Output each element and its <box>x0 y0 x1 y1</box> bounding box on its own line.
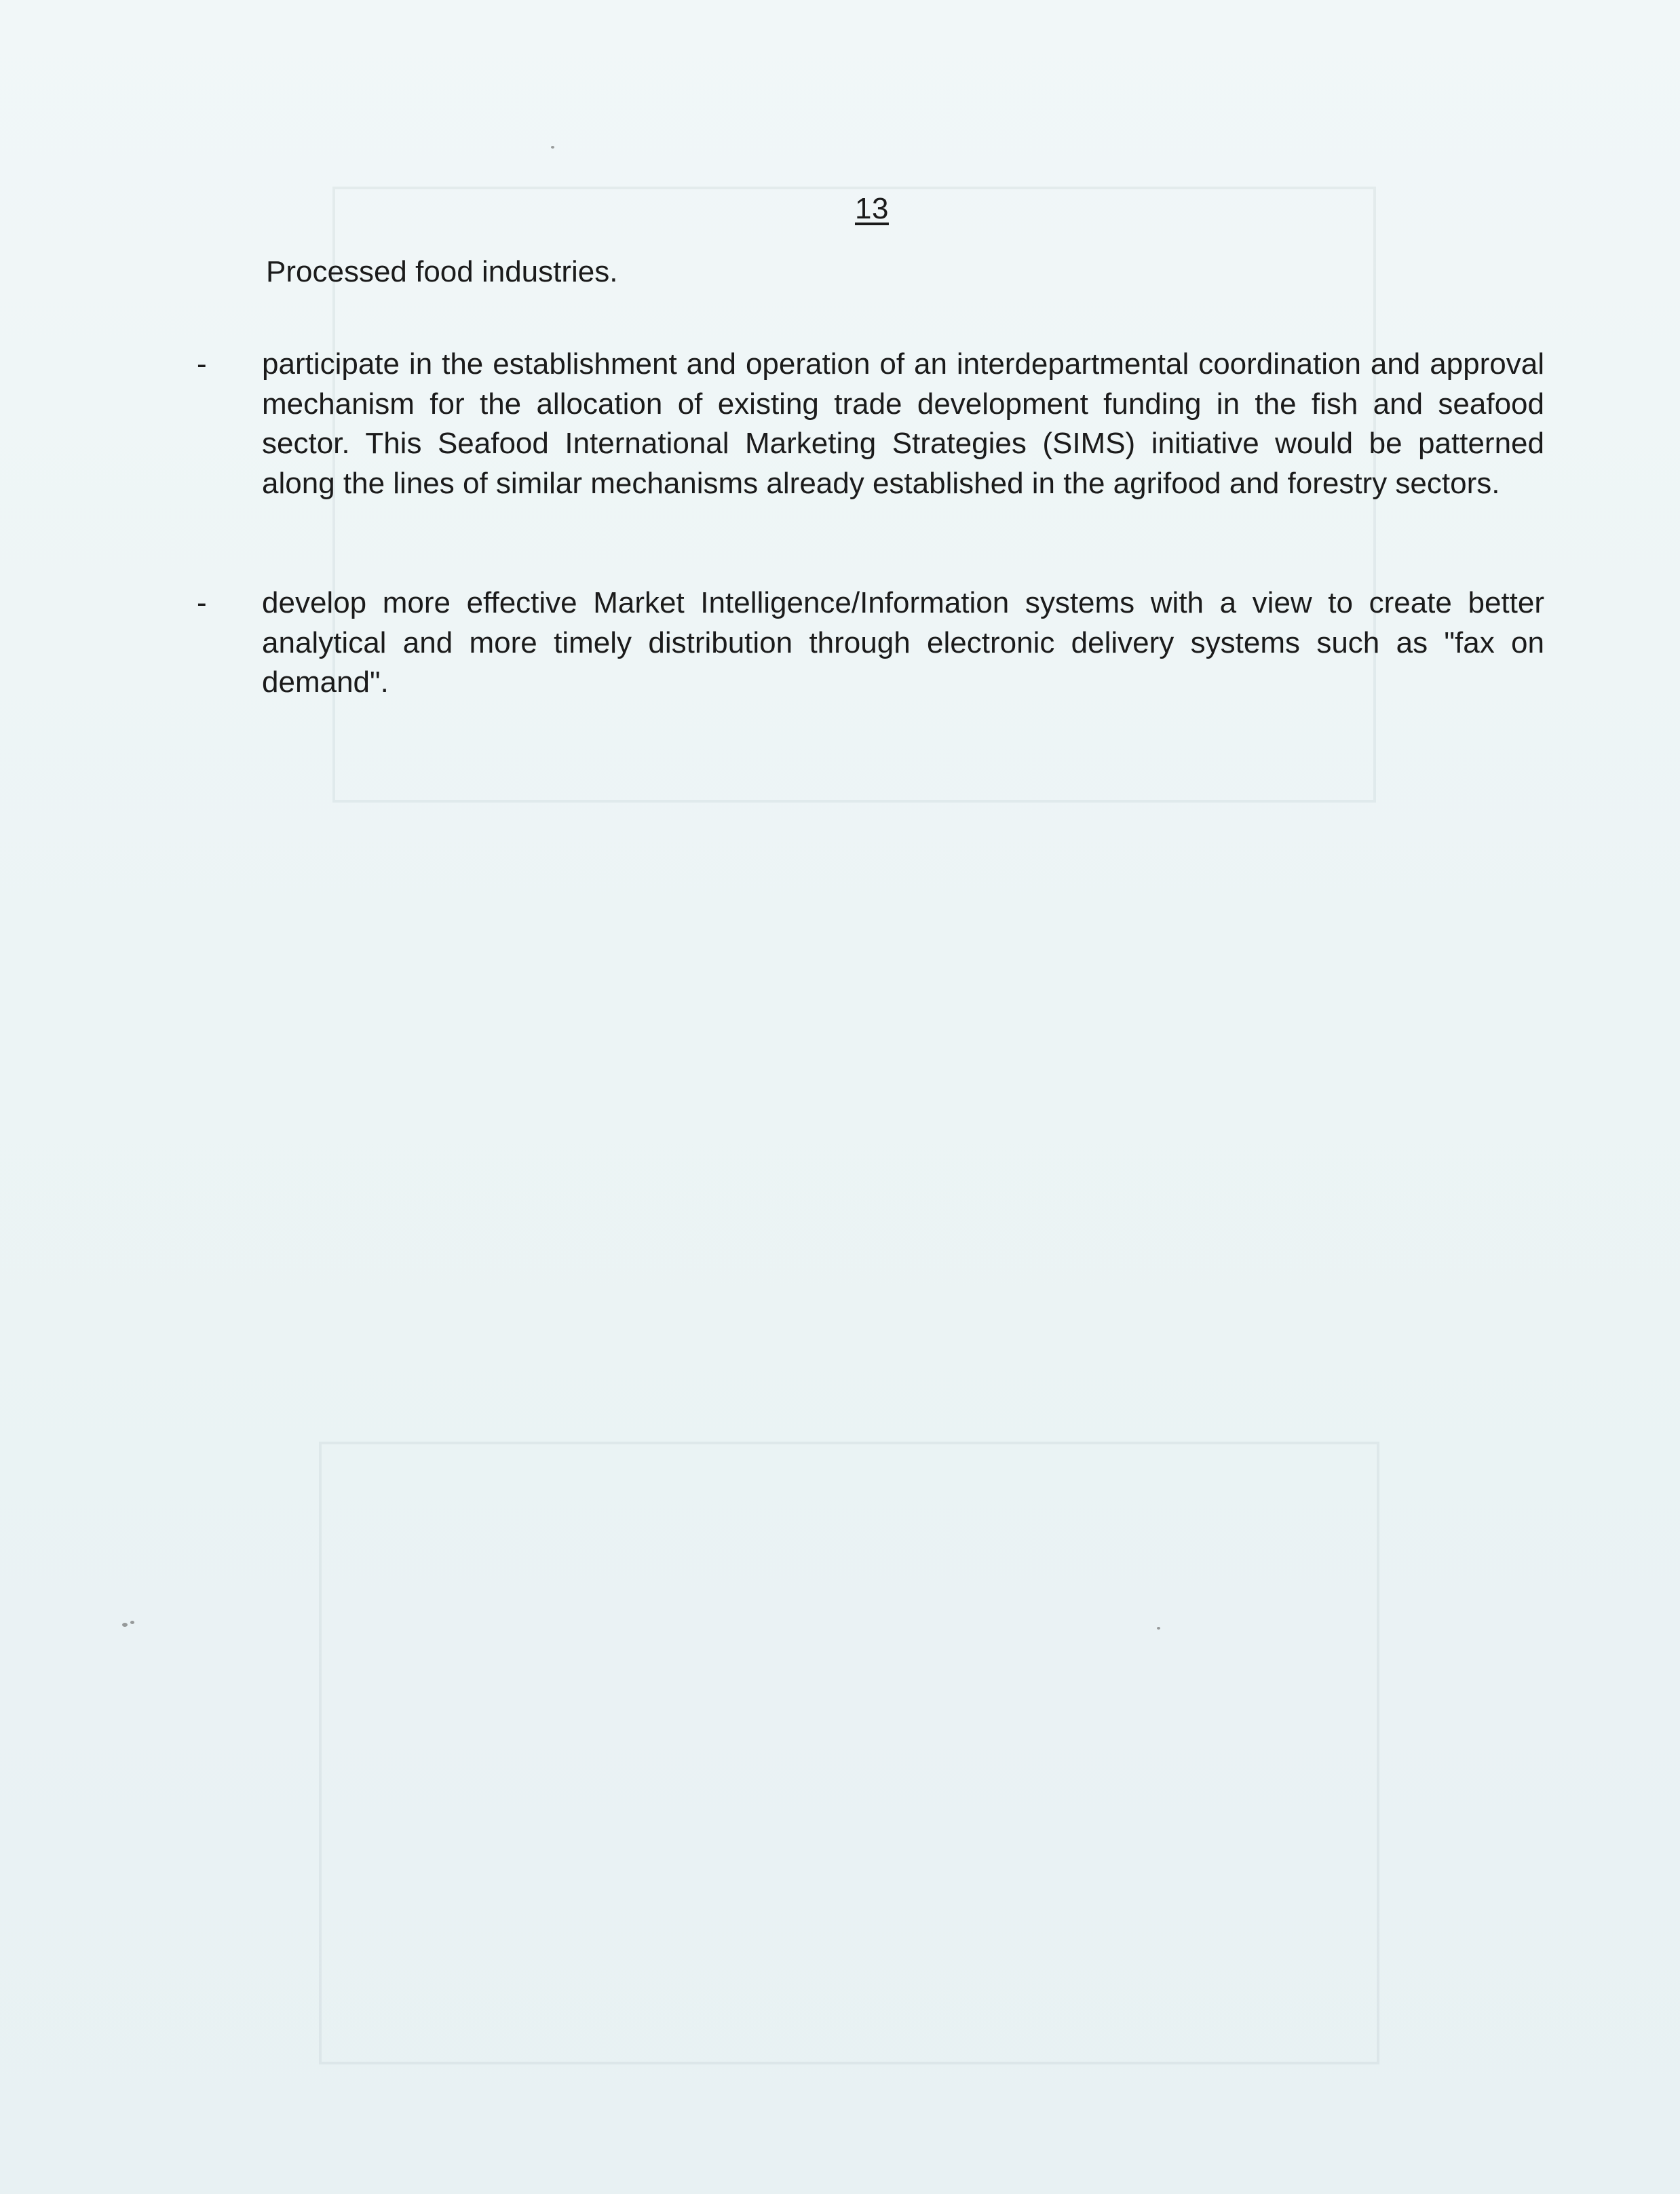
section-heading: Processed food industries. <box>266 255 618 288</box>
show-through-frame-bottom <box>319 1442 1379 2064</box>
scan-speck <box>551 146 554 149</box>
page-number: 13 <box>855 192 889 225</box>
bullet-text: develop more effective Market Intelligence/Information systems with a view to create better analytical and more timely distribution through electronic delivery systems such as "fax on demand". <box>262 586 1544 699</box>
bullet-text: participate in the establishment and operation of an interdepartmental coordination and approval mechanism for the allocation of existing trade development funding in the fish and seafood sector. This Seafood International Marketing Strategies (SIMS) initiative would be patterned along the lines of similar mechanisms already established in the agrifood and forestry sectors. <box>262 347 1544 500</box>
bullet-marker: - <box>197 586 207 619</box>
scan-speck <box>130 1621 134 1624</box>
scan-speck <box>122 1623 128 1627</box>
scan-speck <box>1157 1627 1160 1630</box>
bullet-marker: - <box>197 347 207 381</box>
